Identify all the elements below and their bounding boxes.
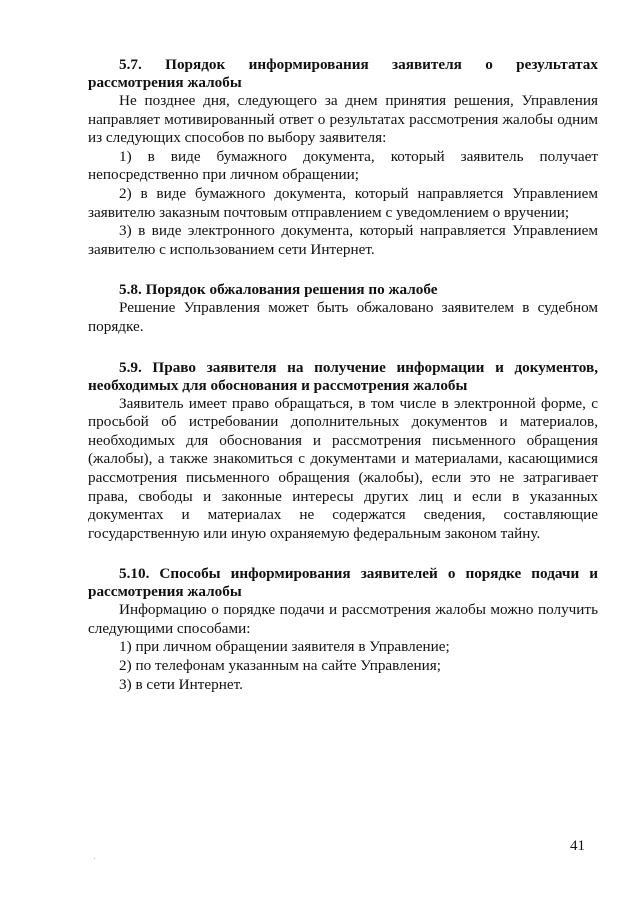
list-item: 3) в сети Интернет. xyxy=(119,675,243,693)
section-heading-continuation: необходимых для обоснования и рассмотрения жалобы xyxy=(88,376,468,394)
list-item: 2) по телефонам указанным на сайте Управления; xyxy=(119,657,441,675)
section-heading: 5.10. Способы информирования заявителей о порядке подачи и xyxy=(119,565,598,583)
section-heading-continuation: рассмотрения жалобы xyxy=(88,583,242,601)
section-gap xyxy=(88,259,598,281)
section-heading-continuation: рассмотрения жалобы xyxy=(88,74,242,91)
paragraph: Информацию о порядке подачи и рассмотрения жалобы можно получить следующими способами: xyxy=(88,601,598,637)
section-heading: 5.7. Порядок информирования заявителя о результатах xyxy=(119,56,598,73)
section-5-9 xyxy=(88,359,598,544)
list-item: 3) в виде электронного документа, который направляется Управлением заявителю с использованием сети Интернет. xyxy=(88,222,598,258)
paragraph: Решение Управления может быть обжаловано заявителем в судебном порядке. xyxy=(88,299,598,335)
section-heading: 5.8. Порядок обжалования решения по жалобе xyxy=(119,281,438,299)
list-item: 1) при личном обращении заявителя в Управление; xyxy=(119,638,450,656)
section-5-7 xyxy=(88,56,598,259)
list-item: 1) в виде бумажного документа, который заявитель получает непосредственно при личном обращении; xyxy=(88,147,598,184)
list-item: 2) в виде бумажного документа, который направляется Управлением заявителю заказным почтовым отправлением с уведомлением о вручении; xyxy=(88,184,598,221)
section-gap xyxy=(88,543,598,565)
paragraph: Заявитель имеет право обращаться, в том числе в электронной форме, с просьбой об истребовании дополнительных документов и материалов, необходимых для обоснования и рассмотрения письменного обращения (жалобы), а также знакомиться с документами и материалами, касающимися рассмотрения письменного обращения (жалобы), если это не затрагивает права, свободы и законные интересы других лиц и если в указанных документах и материалах не содержатся сведения, составляющие государственную или иную охраняемую федеральным законом тайну. xyxy=(88,394,598,542)
section-gap xyxy=(88,337,598,359)
section-heading: 5.9. Право заявителя на получение информации и документов, xyxy=(119,358,598,376)
section-5-8 xyxy=(88,281,598,336)
scan-speck xyxy=(94,858,95,859)
section-5-10 xyxy=(88,565,598,694)
page-number: 41 xyxy=(570,838,585,854)
paragraph: Не позднее дня, следующего за днем принятия решения, Управления направляет мотивированный ответ о результатах рассмотрения жалобы одним из следующих способов по выбору заявителя: xyxy=(88,92,598,147)
page-content xyxy=(88,56,598,694)
